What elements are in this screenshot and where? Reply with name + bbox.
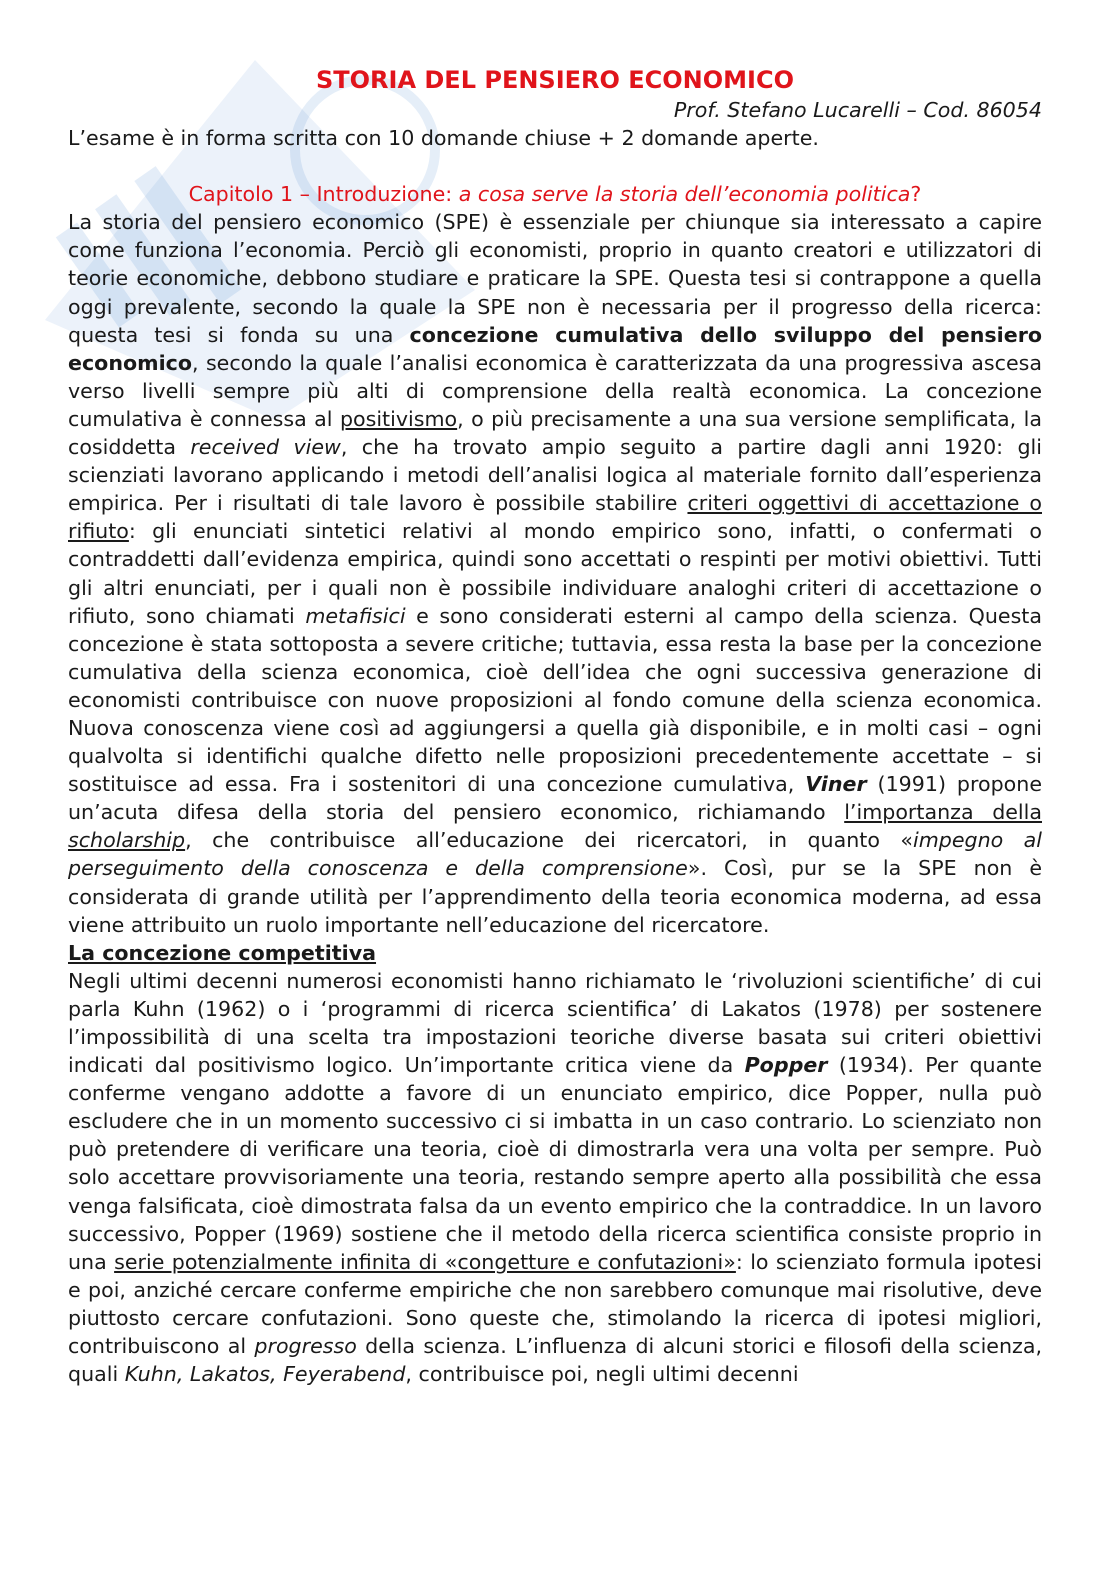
- italic-term: scholarship: [68, 828, 186, 853]
- text-run: La storia del pensiero economico (SPE) è essenziale per chiunque sia interessato a capire come funziona l’economia. Perciò gli economisti, proprio in quanto creatori e utilizzatori di teorie economiche, debbono studiare e praticare la SPE. Questa tesi si contrappone a quella oggi prevalente, secondo la quale la SPE non è necessaria per il progresso della ricerca: questa tesi si fonda su una: [68, 210, 1042, 347]
- bold-italic-name: Viner: [805, 772, 867, 797]
- text-run: , o più precisamente a una sua versione semplificata, la cosiddetta: [68, 406, 1042, 460]
- chapter-prefix: Capitolo 1 – Introduzione:: [188, 182, 459, 207]
- text-run: , contribuisce poi, negli ultimi decenni: [405, 1362, 799, 1387]
- underlined-term: serie potenzialmente infinita di «congetture e confutazioni»: [114, 1249, 736, 1274]
- chapter-suffix: ?: [910, 182, 922, 207]
- italic-quote: impegno al perseguimento della conoscenza e della comprensione: [68, 828, 1042, 881]
- text-run: (1991) propone un’acuta difesa della storia del pensiero economico, richiamando: [68, 772, 1042, 825]
- chapter-title-italic: a cosa serve la storia dell’economia politica: [458, 182, 911, 207]
- text-run: Negli ultimi decenni numerosi economisti hanno richiamato le ‘rivoluzioni scientifiche’ di cui parla Kuhn (1962) o i ‘programmi di ricerca scientifica’ di Lakatos (1978) per sostenere l’impossibilità di una scelta tra impostazioni teoriche diverse basata sui criteri obiettivi indicati dal positivismo logico. Un’importante critica viene da: [68, 968, 1042, 1078]
- document-title: STORIA DEL PENSIERO ECONOMICO: [315, 66, 794, 94]
- text-run: : lo scienziato formula ipotesi e poi, anziché cercare conferme empiriche che non sarebbero comunque mai risolutive, deve piuttosto cercare confutazioni. Sono queste che, stimolando la ricerca di ipotesi migliori, contribuiscono al: [68, 1249, 1042, 1359]
- section-heading-competitive: La concezione competitiva: [68, 940, 377, 965]
- text-run: (1934). Per quante conferme vengano addotte a favore di un enunciato empirico, dice Popper, nulla può escludere che in un momento successivo ci si imbatta in un caso contrario. Lo scienziato non può pretendere di verificare una teoria, cioè di dimostrarla vera una volta per sempre. Può solo accettare provvisoriamente una teoria, restando sempre aperto alla possibilità che essa venga falsificata, cioè dimostrata falsa da un evento empirico che la contraddice. In un lavoro successivo, Popper (1969) sostiene che il metodo della ricerca scientifica consiste proprio in una: [68, 1053, 1043, 1274]
- paragraph-cumulative: [68, 208, 1042, 938]
- italic-term: metafisici: [305, 603, 406, 628]
- text-run: , che contribuisce all’educazione dei ricercatori, in quanto «: [185, 828, 913, 853]
- text-run: : gli enunciati sintetici relativi al mondo empirico sono, infatti, o confermati o contraddetti dall’evidenza empirica, quindi sono accettati o respinti per motivi obiettivi. Tutti gli altri enunciati, per i quali non è possibile individuare analoghi criteri di accettazione o rifiuto, sono chiamati: [68, 519, 1042, 628]
- underlined-term: criteri oggettivi di accettazione o rifiuto: [68, 491, 1042, 544]
- document-page: [68, 64, 1042, 1388]
- text-run: , secondo la quale l’analisi economica è caratterizzata da una progressiva ascesa verso livelli sempre più alti di comprensione della realtà economica. La concezione cumulativa è connessa al: [68, 350, 1042, 431]
- underlined-term: positivismo: [339, 406, 458, 431]
- text-run: della scienza. L’influenza di alcuni storici e filosofi della scienza, quali: [68, 1334, 1042, 1387]
- text-run: ». Così, pur se la SPE non è considerata di grande utilità per l’apprendimento della teoria economica moderna, ad essa viene attribuito un ruolo importante nell’educazione del ricercatore.: [68, 856, 1043, 937]
- paragraph-competitive: [68, 967, 1042, 1388]
- professor-line: Prof. Stefano Lucarelli – Cod. 86054: [673, 98, 1042, 122]
- italic-term: progresso: [254, 1334, 357, 1359]
- exam-note: L’esame è in forma scritta con 10 domande chiuse + 2 domande aperte.: [68, 126, 819, 151]
- bold-italic-name: Popper: [744, 1053, 828, 1078]
- bold-term: concezione cumulativa dello sviluppo del pensiero economico: [68, 322, 1042, 375]
- underlined-term: l’importanza della: [844, 800, 1042, 825]
- italic-term: received view: [190, 435, 341, 460]
- text-run: e sono considerati esterni al campo della scienza. Questa concezione è stata sottoposta a severe critiche; tuttavia, essa resta la base per la concezione cumulativa della scienza economica, cioè dell’idea che ogni successiva generazione di economisti contribuisce con nuove proposizioni al fondo comune della scienza economica. Nuova conoscenza viene così ad aggiungersi a quella già disponibile, e in molti casi – ogni qualvolta si identifichi qualche difetto nelle proposizioni precedentemente accettate – si sostituisce ad essa. Fra i sostenitori di una concezione cumulativa,: [68, 603, 1042, 797]
- text-run: , che ha trovato ampio seguito a partire dagli anni 1920: gli scienziati lavorano applicando i metodi dell’analisi logica al materiale fornito dall’esperienza empirica. Per i risultati di tale lavoro è possibile stabilire: [68, 435, 1042, 516]
- chapter-heading: [68, 180, 1042, 208]
- italic-term: Kuhn, Lakatos, Feyerabend: [124, 1362, 406, 1387]
